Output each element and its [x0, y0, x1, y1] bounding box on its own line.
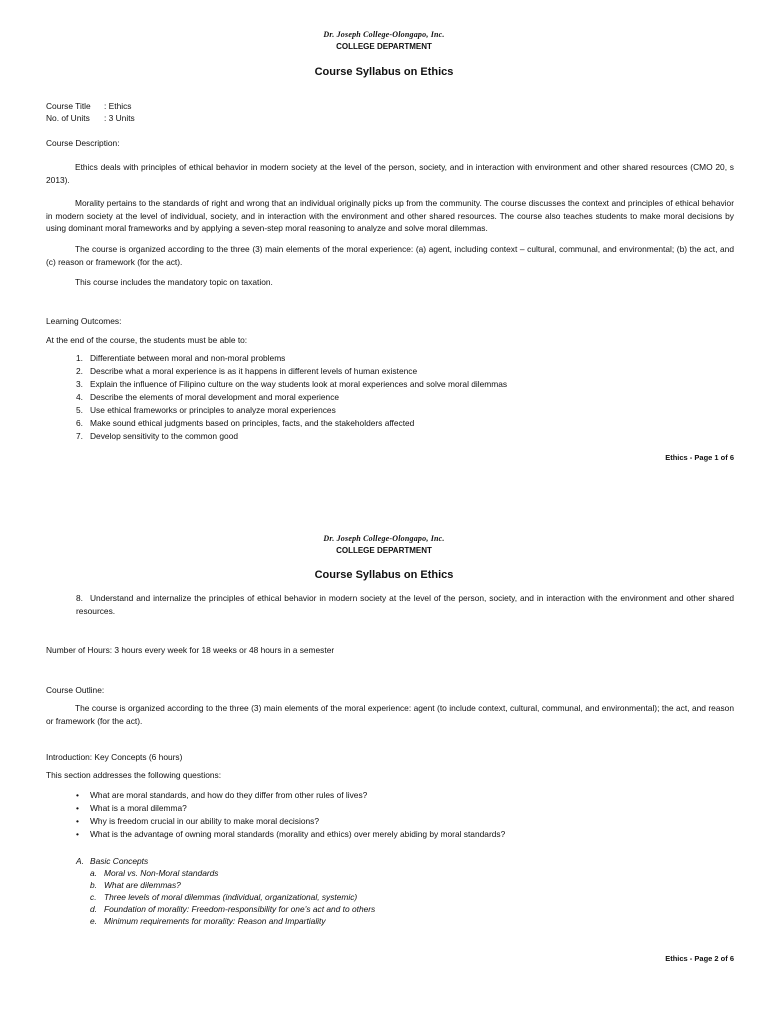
list-item: d. Foundation of morality: Freedom-responsibility for one’s act and to others	[90, 904, 376, 914]
syllabus-page-2	[0, 502, 768, 1024]
syllabus-page-1	[0, 0, 768, 502]
institution-name: Dr. Joseph College-Olongapo, Inc.	[323, 534, 445, 543]
page-footer: Ethics - Page 2 of 6	[665, 954, 734, 963]
description-heading: Course Description:	[46, 138, 120, 148]
list-item: 4. Describe the elements of moral development and moral experience	[76, 392, 340, 402]
section-a-heading: A. Basic Concepts	[76, 856, 149, 866]
intro-heading: Introduction: Key Concepts (6 hours)	[46, 752, 183, 762]
outcomes-heading: Learning Outcomes:	[46, 316, 122, 326]
list-item: 2. Describe what a moral experience is as it happens in different levels of human existence	[76, 366, 418, 376]
hours-statement: Number of Hours: 3 hours every week for 18 weeks or 48 hours in a semester	[46, 645, 335, 655]
list-item: 5. Use ethical frameworks or principles to analyze moral experiences	[76, 405, 336, 415]
list-item: 7. Develop sensitivity to the common good	[76, 431, 239, 441]
description-paragraph-3: The course is organized according to the three (3) main elements of the moral experience: (a) agent, including context – cultural, communal, and environmental; (b) the act, and (c) reason or framework (for the act).	[46, 244, 734, 267]
list-item: • Why is freedom crucial in our ability to make moral decisions?	[76, 816, 320, 826]
description-paragraph-1: Ethics deals with principles of ethical behavior in modern society at the level of the person, society, and in interaction with environment and other shared resources (CMO 20, s 2013).	[46, 162, 734, 185]
page-title: Course Syllabus on Ethics	[314, 569, 454, 581]
list-item: a. Moral vs. Non-Moral standards	[90, 868, 219, 878]
questions-list	[76, 789, 505, 841]
outline-paragraph: The course is organized according to the three (3) main elements of the moral experience: agent (to include context, cultural, communal, and environmental); the act, and reason or framework (for the act).	[46, 703, 734, 726]
institution-name: Dr. Joseph College-Olongapo, Inc.	[323, 30, 445, 39]
units-label: No. of Units	[46, 113, 90, 123]
list-item: 1. Differentiate between moral and non-moral problems	[76, 353, 286, 363]
department-name: COLLEGE DEPARTMENT	[336, 546, 432, 555]
list-item: • What is a moral dilemma?	[76, 803, 187, 813]
page-footer: Ethics - Page 1 of 6	[665, 453, 734, 462]
outcome-8: 8. Understand and internalize the principles of ethical behavior in modern society at the level of the person, society, and in interaction with the environment and other shared resources.	[76, 593, 734, 616]
list-item: e. Minimum requirements for morality: Reason and Impartiality	[90, 916, 326, 926]
list-item: c. Three levels of moral dilemmas (individual, organizational, systemic)	[90, 892, 358, 902]
concepts-list	[90, 867, 375, 927]
description-paragraph-2: Morality pertains to the standards of right and wrong that an individual originally picks up from the community. The course discusses the context and principles of ethical behavior in modern society at the level of individual, society, and in interaction with the environment and other shared resources. The course also teaches students to make moral decisions by using dominant moral frameworks and by applying a seven-step moral reasoning to analyze and solve moral dilemmas.	[46, 198, 734, 233]
list-item: • What is the advantage of owning moral standards (morality and ethics) over merely abiding by moral standards?	[76, 829, 506, 839]
list-item: b. What are dilemmas?	[90, 880, 181, 890]
outcomes-list	[76, 352, 507, 443]
description-paragraph-4: This course includes the mandatory topic on taxation.	[75, 277, 273, 287]
course-title-value: : Ethics	[104, 101, 132, 111]
units-value: : 3 Units	[104, 113, 135, 123]
department-name: COLLEGE DEPARTMENT	[336, 42, 432, 51]
list-item: 6. Make sound ethical judgments based on principles, facts, and the stakeholders affected	[76, 418, 415, 428]
intro-subheading: This section addresses the following questions:	[46, 770, 222, 780]
outcomes-intro: At the end of the course, the students must be able to:	[46, 335, 248, 345]
page-title: Course Syllabus on Ethics	[314, 66, 454, 78]
course-title-label: Course Title	[46, 101, 91, 111]
outline-heading: Course Outline:	[46, 685, 105, 695]
list-item: 3. Explain the influence of Filipino culture on the way students look at moral experiences and solve moral dilemmas	[76, 379, 508, 389]
list-item: • What are moral standards, and how do they differ from other rules of lives?	[76, 790, 368, 800]
units-row	[46, 112, 135, 125]
